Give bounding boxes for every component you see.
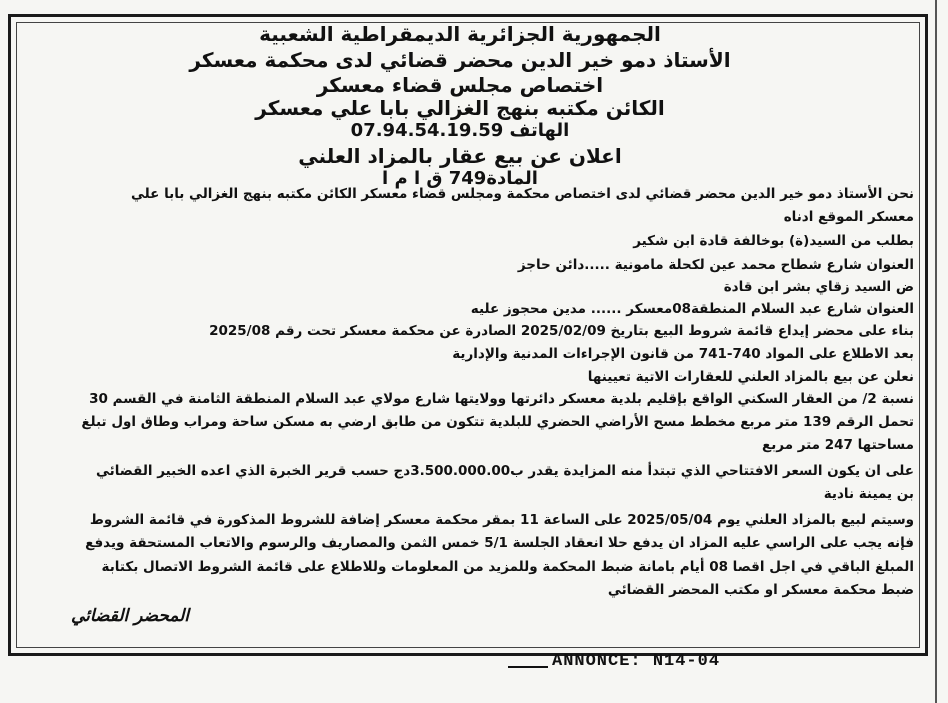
body-line: مساحتها 247 متر مربع [762,437,914,453]
republic-heading: الجمهورية الجزائرية الديمقراطية الشعبية [259,22,661,46]
body-line: العنوان شارع شطاح محمد عين لكحلة مامونية .....دائن حاجز [517,257,914,273]
body-line: بن يمينة نادية [823,486,914,502]
bailiff-name-heading: الأستاذ دمو خير الدين محضر قضائي لدى محكمة معسكر [189,48,731,72]
bailiff-signature: المحضر القضائي [70,606,190,626]
jurisdiction-heading: اختصاص مجلس قضاء معسكر [316,73,604,97]
body-line: تحمل الرقم 139 متر مربع مخطط مسح الأراضي الحضري للبلدية تتكون من طابق ارضي به مسكن ساحة ومراب وطاق اول تبلغ [81,414,914,430]
body-line: وسيتم لبيع بالمزاد العلني يوم 2025/05/04 على الساعة 11 بمقر محكمة معسكر إضافة للشروط المذكورة في قائمة الشروط [89,512,914,528]
body-line: نسبة 2/ من العقار السكني الواقع بإقليم بلدية معسكر دائرتها وولايتها شارع مولاي عبد السلام المنطقة الثامنة في القسم 30 [89,391,914,407]
body-line: ضبط محكمة معسكر او مكتب المحضر القضائي [607,582,914,598]
phone-heading: الهاتف 07.94.54.19.59 [350,120,570,141]
legal-article: المادة749 ق ا م ا [382,168,538,189]
office-address-heading: الكائن مكتبه بنهج الغزالي بابا علي معسكر [255,96,665,120]
body-line: بعد الاطلاع على المواد 740-741 من قانون الإجراءات المدنية والإدارية [452,346,914,362]
body-line: ض السيد زقاي بشر ابن قادة [723,279,914,295]
body-line: على ان يكون السعر الافتتاحي الذي تبتدأ منه المزايدة يقدر ب3.500.000.00دج حسب قرير الخبرة الذي اعده الخبير القضائي [96,463,914,479]
body-line: معسكر الموقع ادناه [783,209,914,225]
annonce-rule [508,666,548,668]
body-line: نعلن عن بيع بالمزاد العلني للعقارات الاتية تعيينها [587,369,914,385]
body-line: بناء على محضر إيداع قائمة شروط البيع بتاريخ 2025/02/09 الصادرة عن محكمة معسكر تحت رقم 2025/08 [209,323,914,339]
body-line: بطلب من السيد(ة) بوخالفة قادة ابن شكير [633,233,914,249]
announcement-title: اعلان عن بيع عقار بالمزاد العلني [298,144,622,168]
annonce-number: ANNONCE: N14-04 [552,652,721,671]
body-line: فإنه يجب على الراسي عليه المزاد ان يدفع حلا انعقاد الجلسة 5/1 خمس الثمن والمصاريف والرسوم والاتعاب المستحقة ويدفع [85,535,914,551]
body-line: المبلغ الباقي في اجل اقصا 08 أيام بامانة ضبط المحكمة وللمزيد من المعلومات وللاطلاع على قائمة الشروط الاتصال بكتابة [101,559,914,575]
body-line: نحن الأستاذ دمو خير الدين محضر قضائي لدى اختصاص محكمة ومجلس قضاء معسكر الكائن مكتبه بنهج الغزالي بابا علي [130,186,914,202]
body-line: العنوان شارع عبد السلام المنطقة08معسكر ...... مدين محجوز عليه [470,301,914,317]
column-rule [935,0,937,703]
